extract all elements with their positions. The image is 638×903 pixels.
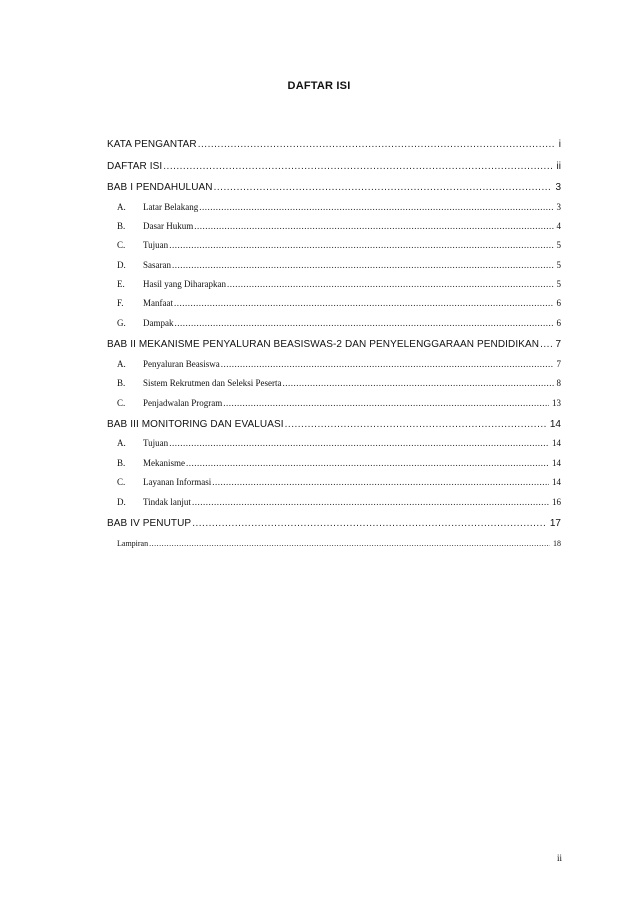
dot-leader <box>214 183 553 193</box>
toc-entry-page-number: 5 <box>556 259 561 270</box>
toc-entry-number: C. <box>117 477 126 488</box>
toc-entry-label: Sasaran <box>143 259 171 270</box>
toc-entry-page-number: 14 <box>552 438 561 449</box>
toc-entry-page-number: 6 <box>556 317 561 328</box>
dot-leader <box>169 439 549 448</box>
dot-leader <box>163 162 553 172</box>
toc-entry <box>107 517 561 539</box>
dot-leader <box>282 379 553 388</box>
toc-entry-label: Tujuan <box>143 438 169 449</box>
toc-entry-label: BAB IV PENUTUP <box>107 517 192 529</box>
toc-entry-number: A. <box>117 438 126 449</box>
toc-entry <box>107 299 561 318</box>
toc-entry-number: A. <box>117 358 126 369</box>
toc-entry <box>107 181 561 203</box>
toc-entry <box>107 138 561 160</box>
toc-entry <box>107 439 561 458</box>
toc-entry-page-number: i <box>558 139 561 150</box>
toc-entry-label: KATA PENGANTAR <box>107 139 197 150</box>
dot-leader <box>540 340 552 350</box>
toc-entry-page-number: 4 <box>556 220 561 231</box>
toc-entry <box>107 338 561 360</box>
toc-entry-label: Lampiran <box>117 539 149 549</box>
toc-entry-label: Penjadwalan Program <box>143 397 223 408</box>
toc-entry-number: B. <box>117 457 126 468</box>
dot-leader <box>198 140 556 150</box>
toc-entry <box>107 538 561 558</box>
toc-entry <box>107 498 561 517</box>
toc-entry-page-number: 8 <box>556 378 561 389</box>
dot-leader <box>186 459 549 468</box>
toc-entry-page-number: 7 <box>555 339 561 351</box>
toc-entry-label: Mekanisme <box>143 457 185 468</box>
toc-entry <box>107 203 561 222</box>
toc-entry <box>107 261 561 280</box>
toc-entry-label: Layanan Informasi <box>143 477 212 488</box>
dot-leader <box>221 360 554 369</box>
toc-entry-page-number: 14 <box>552 477 561 488</box>
toc-entry <box>107 160 561 182</box>
toc-entry-number: F. <box>117 298 124 309</box>
dot-leader <box>223 399 549 408</box>
toc-entry-number: C. <box>117 397 126 408</box>
toc-entry-page-number: 3 <box>555 182 561 193</box>
toc-entry-label: Latar Belakang <box>143 201 199 212</box>
toc-entry <box>107 280 561 299</box>
toc-entry-label: Hasil yang Diharapkan <box>143 279 226 290</box>
page-title: DAFTAR ISI <box>287 80 351 92</box>
table-of-contents <box>107 138 561 558</box>
toc-entry-page-number: 18 <box>553 539 561 549</box>
toc-entry-page-number: ii <box>556 160 561 172</box>
toc-entry-number: D. <box>117 496 126 507</box>
toc-entry-page-number: 5 <box>556 279 561 290</box>
dot-leader <box>212 478 549 487</box>
toc-entry-number: D. <box>117 259 126 270</box>
dot-leader <box>174 299 554 308</box>
dot-leader <box>169 241 553 250</box>
toc-entry-label: BAB III MONITORING DAN EVALUASI <box>107 418 284 430</box>
dot-leader <box>285 420 547 430</box>
dot-leader <box>227 280 554 289</box>
dot-leader <box>192 498 549 507</box>
toc-entry <box>107 459 561 478</box>
toc-entry <box>107 478 561 497</box>
toc-entry-label: Dampak <box>143 317 174 328</box>
toc-entry-number: B. <box>117 378 126 389</box>
toc-entry-page-number: 14 <box>552 457 561 468</box>
toc-entry-page-number: 17 <box>549 517 561 529</box>
toc-entry-page-number: 14 <box>549 418 561 430</box>
toc-entry <box>107 418 561 440</box>
toc-entry-label: Sistem Rekrutmen dan Seleksi Peserta <box>143 378 282 389</box>
dot-leader <box>175 319 554 328</box>
toc-entry-page-number: 6 <box>556 298 561 309</box>
toc-entry <box>107 399 561 418</box>
toc-entry-page-number: 13 <box>552 397 561 408</box>
dot-leader <box>194 222 553 231</box>
toc-entry-page-number: 5 <box>556 240 561 251</box>
toc-entry <box>107 319 561 338</box>
toc-entry <box>107 379 561 398</box>
toc-entry <box>107 222 561 241</box>
toc-entry-label: BAB I PENDAHULUAN <box>107 182 213 193</box>
toc-entry-label: Dasar Hukum <box>143 220 194 231</box>
dot-leader <box>199 203 553 212</box>
toc-entry-label: BAB II MEKANISME PENYALURAN BEASISWAS-2 DAN PENYELENGGARAAN PENDIDIKAN <box>107 339 540 351</box>
toc-entry-page-number: 3 <box>556 201 561 212</box>
toc-entry-label: Penyaluran Beasiswa <box>143 358 220 369</box>
toc-entry-number: A. <box>117 201 126 212</box>
dot-leader <box>192 519 547 529</box>
footer-page-number: ii <box>556 853 562 863</box>
toc-entry-label: Tindak lanjut <box>143 496 191 507</box>
toc-entry-number: E. <box>117 279 125 290</box>
toc-entry <box>107 241 561 260</box>
dot-leader <box>149 540 550 548</box>
toc-entry-page-number: 16 <box>552 496 561 507</box>
toc-entry-number: B. <box>117 220 126 231</box>
toc-entry-number: G. <box>117 317 126 328</box>
toc-entry-label: Tujuan <box>143 240 169 251</box>
toc-entry-label: Manfaat <box>143 298 173 309</box>
dot-leader <box>172 261 554 270</box>
toc-entry-page-number: 7 <box>556 358 561 369</box>
toc-entry-label: DAFTAR ISI <box>107 160 163 172</box>
toc-entry-number: C. <box>117 240 126 251</box>
toc-entry <box>107 360 561 379</box>
